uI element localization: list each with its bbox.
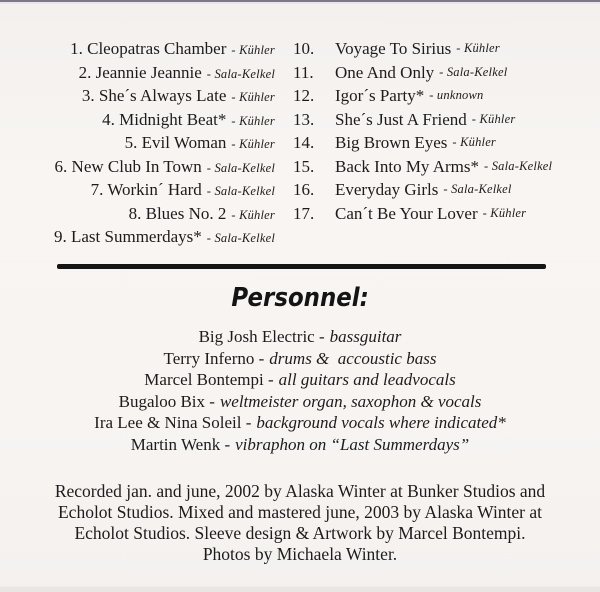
track-credit: - Kühler — [231, 43, 275, 57]
track-label: 4. Midnight Beat* — [102, 109, 227, 129]
track-number: 11. — [293, 62, 314, 82]
track-label: 2. Jeannie Jeannie — [78, 62, 202, 82]
personnel-row — [0, 412, 600, 434]
track-number: 16. — [293, 180, 315, 199]
track-item — [0, 225, 275, 249]
credits-line: Photos by Michaela Winter. — [202, 544, 398, 564]
personnel-role: drums & accoustic bass — [269, 348, 437, 368]
personnel-row — [0, 391, 600, 413]
track-item — [293, 84, 593, 108]
personnel-name: Terry Inferno - — [163, 348, 265, 368]
track-number: 17. — [293, 203, 315, 223]
track-item — [0, 61, 275, 85]
track-item — [0, 202, 275, 226]
track-credit: - Sala-Kelkel — [206, 231, 275, 245]
personnel-row — [0, 326, 600, 348]
personnel-name: Martin Wenk - — [130, 434, 231, 454]
track-credit: - Kühler — [452, 135, 497, 149]
track-credit: - Sala-Kelkel — [206, 184, 275, 198]
track-number: 12. — [293, 86, 315, 105]
track-number: 10. — [293, 39, 315, 58]
tracklist-left-column — [0, 37, 275, 249]
track-label: 3. She´s Always Late — [81, 86, 227, 105]
personnel-row — [0, 434, 600, 456]
scan-edge-top-highlight — [0, 2, 600, 4]
track-credit: - Sala-Kelkel — [206, 66, 275, 81]
track-label: One And Only — [335, 62, 435, 82]
track-label: 7. Workin´ Hard — [90, 180, 202, 199]
track-item — [0, 155, 275, 179]
personnel-name: Marcel Bontempi - — [144, 370, 274, 389]
track-credit: - Sala-Kelkel — [484, 158, 553, 173]
personnel-row — [0, 369, 600, 391]
track-label: 9. Last Summerdays* — [54, 227, 202, 246]
track-label: Big Brown Eyes — [335, 133, 448, 152]
section-divider — [57, 264, 546, 269]
tracklist-right-column — [293, 37, 593, 225]
track-credit: - Kühler — [231, 137, 275, 151]
track-number: 14. — [293, 133, 315, 152]
track-item — [293, 61, 593, 85]
personnel-role: bassguitar — [329, 327, 402, 346]
personnel-heading — [0, 283, 600, 313]
track-label: Everyday Girls — [335, 180, 439, 199]
track-label: Back Into My Arms* — [335, 156, 480, 176]
track-item — [293, 178, 593, 202]
track-credit: - Kühler — [231, 207, 275, 222]
track-item — [0, 178, 275, 202]
track-item — [293, 108, 593, 132]
track-credit: - Sala-Kelkel — [443, 182, 512, 196]
track-number: 15. — [293, 156, 315, 176]
track-item — [0, 84, 275, 108]
credits-line: Echolot Studios. Sleeve design & Artwork by Marcel Bontempi. — [74, 523, 526, 543]
recording-credits — [0, 481, 600, 565]
personnel-row — [0, 348, 600, 370]
track-credit: - Kühler — [456, 41, 500, 55]
track-credit: - Sala-Kelkel — [206, 160, 275, 175]
track-credit: - unknown — [429, 88, 484, 102]
track-number: 13. — [293, 109, 315, 129]
track-label: 6. New Club In Town — [54, 156, 202, 176]
personnel-role: all guitars and leadvocals — [278, 370, 456, 389]
track-label: 8. Blues No. 2 — [128, 203, 227, 223]
track-credit: - Kühler — [231, 90, 275, 104]
credits-line: Recorded jan. and june, 2002 by Alaska Winter at Bunker Studios and — [54, 481, 546, 501]
track-label: Igor´s Party* — [335, 86, 425, 105]
personnel-name: Ira Lee & Nina Soleil - — [94, 413, 252, 432]
track-item — [0, 37, 275, 61]
track-item — [0, 131, 275, 155]
personnel-role: vibraphon on “Last Summerdays” — [235, 434, 470, 454]
track-credit: - Kühler — [482, 205, 527, 220]
track-label: Can´t Be Your Lover — [335, 203, 478, 223]
track-label: Voyage To Sirius — [335, 39, 452, 58]
track-credit: - Kühler — [471, 111, 516, 126]
scan-edge-bottom — [0, 586, 600, 592]
track-label: She´s Just A Friend — [335, 109, 467, 129]
track-credit: - Sala-Kelkel — [439, 64, 508, 79]
track-item — [293, 202, 593, 226]
personnel-name: Bugaloo Bix - — [118, 391, 215, 411]
track-label: 5. Evil Woman — [124, 133, 227, 152]
track-label: 1. Cleopatras Chamber — [70, 39, 227, 58]
personnel-role: background vocals where indicated* — [256, 413, 506, 432]
personnel-list — [0, 326, 600, 455]
track-item — [293, 131, 593, 155]
personnel-role: weltmeister organ, saxophon & vocals — [219, 391, 482, 411]
personnel-name: Big Josh Electric - — [198, 327, 325, 346]
personnel-heading-text: Personnel: — [231, 283, 369, 313]
credits-line: Echolot Studios. Mixed and mastered june, 2003 by Alaska Winter at — [57, 502, 543, 522]
track-item — [293, 37, 593, 61]
track-item — [0, 108, 275, 132]
track-item — [293, 155, 593, 179]
track-credit: - Kühler — [231, 113, 275, 128]
